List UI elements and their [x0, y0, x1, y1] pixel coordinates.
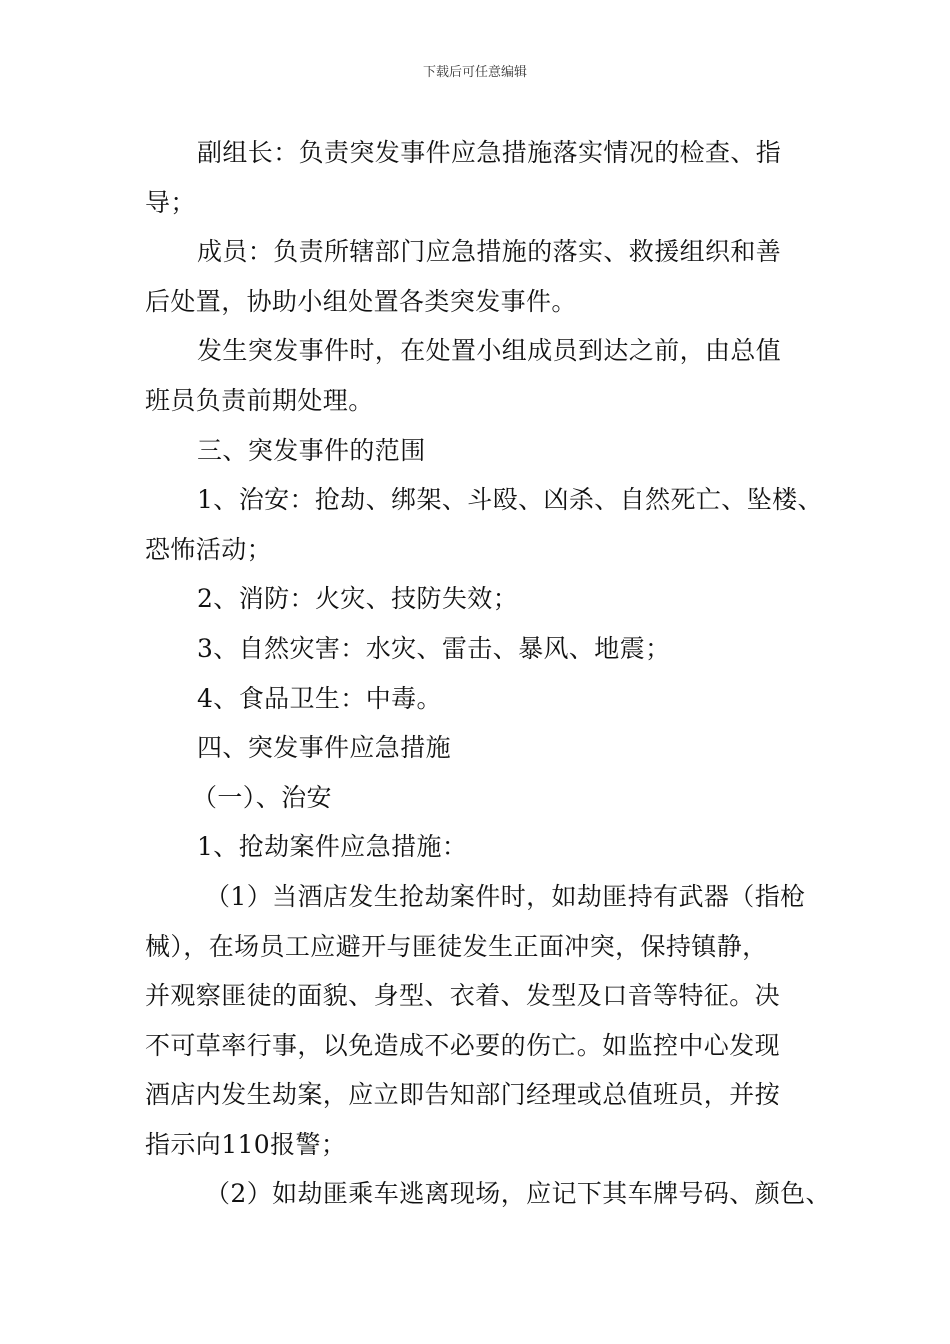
list-item-fire — [145, 574, 835, 624]
text-line: 1、抢劫案件应急措施： — [197, 832, 468, 862]
section-heading-measures — [145, 723, 835, 773]
list-item-security — [145, 475, 835, 574]
text-line: 2、消防：火灾、技防失效； — [197, 584, 519, 614]
text-line: 成员：负责所辖部门应急措施的落实、救援组织和善 — [197, 237, 782, 267]
text-line: 后处置，协助小组处置各类突发事件。 — [145, 286, 577, 316]
list-item-food-safety — [145, 674, 835, 724]
paragraph-robbery-step-2 — [145, 1169, 835, 1219]
text-line: 指示向110报警； — [145, 1129, 347, 1159]
section-heading-scope — [145, 426, 835, 476]
text-line: 三、突发事件的范围 — [197, 435, 426, 465]
text-line: 4、食品卫生：中毒。 — [197, 683, 442, 713]
text-line: 不可草率行事，以免造成不必要的伤亡。如监控中心发现 — [145, 1030, 781, 1060]
text-line: 发生突发事件时，在处置小组成员到达之前，由总值 — [197, 336, 782, 366]
text-line: 械），在场员工应避开与匪徒发生正面冲突，保持镇静， — [145, 931, 768, 961]
text-line: 1、治安：抢劫、绑架、斗殴、凶杀、自然死亡、坠楼、 — [197, 485, 823, 515]
text-line: 班员负责前期处理。 — [145, 385, 374, 415]
text-line: 导； — [145, 187, 196, 217]
subheading-robbery — [145, 822, 835, 872]
list-item-natural-disaster — [145, 624, 835, 674]
page-header: 下载后可任意编辑 — [422, 65, 527, 80]
subsection-heading-security — [145, 773, 835, 823]
paragraph-deputy-leader — [145, 128, 835, 227]
text-line: （一）、治安 — [192, 782, 332, 812]
paragraph-on-duty — [145, 326, 835, 425]
document-body — [145, 128, 835, 1219]
text-line: 3、自然灾害：水灾、雷击、暴风、地震； — [197, 633, 671, 663]
paragraph-robbery-step-1 — [145, 872, 835, 1170]
text-line: 恐怖活动； — [145, 534, 273, 564]
paragraph-members — [145, 227, 835, 326]
text-line: 副组长：负责突发事件应急措施落实情况的检查、指 — [197, 138, 782, 167]
text-line: 并观察匪徒的面貌、身型、衣着、发型及口音等特征。决 — [145, 981, 781, 1011]
text-line: （1）当酒店发生抢劫案件时，如劫匪持有武器（指枪 — [205, 881, 806, 911]
text-line: （2）如劫匪乘车逃离现场，应记下其车牌号码、颜色、 — [205, 1179, 831, 1209]
text-line: 四、突发事件应急措施 — [197, 733, 452, 763]
text-line: 酒店内发生劫案，应立即告知部门经理或总值班员，并按 — [145, 1080, 781, 1110]
